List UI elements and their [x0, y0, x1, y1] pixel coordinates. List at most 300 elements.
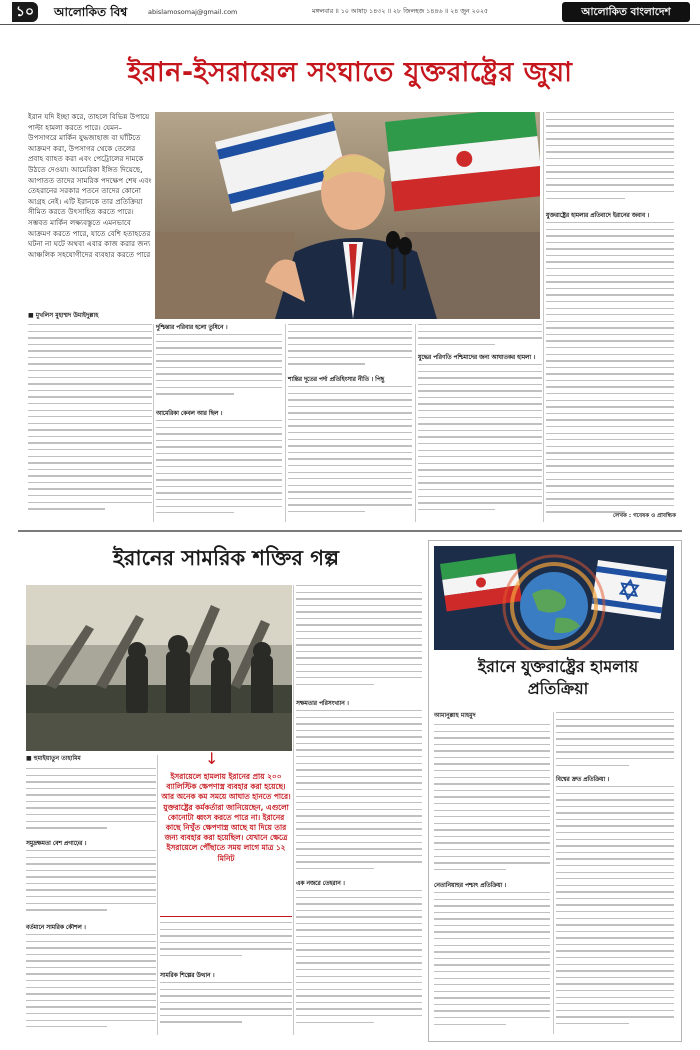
text-line: [546, 198, 625, 199]
text-line: [28, 502, 152, 503]
masthead-text: আলোকিত বাংলাদেশ: [581, 6, 671, 18]
text-line: [556, 997, 674, 998]
text-line: [156, 367, 282, 368]
text-line: [156, 354, 282, 355]
text-line: [296, 890, 422, 891]
article3-rule: [553, 712, 554, 1034]
text-line: [434, 750, 550, 751]
text-line: [28, 462, 152, 463]
text-line: [434, 744, 550, 745]
article1-column-3b: [288, 386, 412, 520]
text-line: [296, 910, 422, 911]
text-line: [556, 725, 674, 726]
article1-subhead-3: শান্তির দূতের পর্দা প্রতিহিংসার নীতি । পিছু: [288, 377, 385, 383]
text-line: [546, 459, 674, 460]
text-line: [28, 383, 152, 384]
text-line: [556, 924, 674, 925]
text-line: [26, 896, 156, 897]
text-line: [28, 410, 152, 411]
text-line: [296, 796, 422, 797]
text-line: [288, 458, 412, 459]
text-line: [556, 745, 674, 746]
text-line: [28, 331, 152, 332]
text-line: [546, 158, 674, 159]
text-line: [546, 380, 674, 381]
text-line: [156, 393, 234, 394]
text-line: [434, 951, 550, 952]
text-line: [288, 363, 365, 364]
text-line: [26, 967, 156, 968]
text-line: [296, 903, 422, 904]
text-line: [546, 125, 674, 126]
article2-subhead-5: এক নজরে তেহরান ।: [296, 881, 345, 887]
text-line: [26, 941, 156, 942]
text-line: [160, 942, 292, 943]
text-line: [556, 852, 674, 853]
text-line: [556, 806, 674, 807]
text-line: [434, 892, 550, 893]
text-line: [296, 936, 422, 937]
article2-rule-1: [157, 755, 158, 1035]
text-line: [546, 132, 674, 133]
text-line: [556, 931, 674, 932]
text-line: [546, 439, 674, 440]
text-line: [288, 504, 412, 505]
text-line: [556, 983, 674, 984]
text-line: [418, 337, 542, 338]
text-line: [156, 334, 282, 335]
text-line: [296, 585, 422, 586]
text-line: [546, 400, 674, 401]
text-line: [556, 738, 674, 739]
text-line: [296, 782, 422, 783]
text-line: [556, 964, 674, 965]
article1-column-1: [28, 324, 152, 520]
text-line: [418, 450, 542, 451]
text-line: [296, 756, 422, 757]
header-divider: [0, 24, 700, 25]
text-line: [26, 1006, 156, 1007]
article1-rule-3: [415, 324, 416, 522]
text-line: [418, 482, 542, 483]
text-line: [160, 995, 292, 996]
text-line: [28, 324, 152, 325]
text-line: [556, 812, 674, 813]
section-title: আলোকিত বিশ্ব: [54, 5, 128, 19]
text-line: [434, 737, 550, 738]
text-line: [26, 954, 156, 955]
text-line: [288, 445, 412, 446]
text-line: [546, 485, 674, 486]
text-line: [556, 793, 674, 794]
article1-subhead-1: দুশ্চিন্তার পরিবার হলো তুষিনে ।: [156, 325, 228, 331]
pull-quote-rule: [160, 916, 292, 917]
text-line: [546, 360, 674, 361]
text-line: [26, 993, 156, 994]
text-line: [296, 861, 422, 862]
text-line: [546, 275, 674, 276]
text-line: [288, 452, 412, 453]
article2-column-3c: [296, 890, 422, 1034]
text-line: [546, 145, 674, 146]
text-line: [28, 363, 152, 364]
text-line: [418, 397, 542, 398]
text-line: [556, 891, 674, 892]
text-line: [156, 459, 282, 460]
text-line: [296, 605, 422, 606]
text-line: [418, 410, 542, 411]
iran-usa-israel-globe-photo: [434, 546, 674, 650]
text-line: [156, 347, 282, 348]
text-line: [418, 509, 495, 510]
text-line: [26, 850, 156, 851]
text-line: [296, 822, 422, 823]
article2-subhead-2: বর্তমানে সামরিক কৌশল ।: [26, 925, 86, 931]
text-line: [546, 261, 674, 262]
text-line: [418, 364, 542, 365]
text-line: [434, 757, 550, 758]
text-line: [546, 268, 674, 269]
text-line: [434, 912, 550, 913]
text-line: [26, 903, 156, 904]
text-line: [434, 905, 550, 906]
text-line: [434, 938, 550, 939]
text-line: [546, 498, 674, 499]
text-line: [26, 814, 156, 815]
trump-iran-israel-photo: [155, 112, 540, 319]
text-line: [556, 719, 674, 720]
text-line: [546, 419, 674, 420]
text-line: [434, 997, 550, 998]
text-line: [296, 749, 422, 750]
military-parade-photo: [26, 585, 292, 751]
text-line: [556, 858, 674, 859]
article1-lede: ইরান যদি ইচ্ছা করে, তাহলে বিভিন্ন উপায়ে পাল্টা হামলা করতে পারে। যেমন– উপসাগরে মার্কিন যুদ্ধজাহাজ বা ঘাঁটিতে আক্রমণ করা, উপসাগর থেকে তেলের প্রবাহ ব্যাহত করা এবং পেট্রোলের দামকে উঠতে দেওয়া। আমেরিকা ইঙ্গিত দিয়েছে, আপাতত তাদের সামরিক পদক্ষেপ শেষ এবং তেহরানের সরকার পতনে তাদের কোনো আগ্রহ নেই। এটি ইরানকে তার প্রতিক্রিয়া সীমিত করতে উৎসাহিত করতে পারে। সম্ভবত মার্কিন লক্ষ্যবস্তুতে এমনভাবে আক্রমণ করতে পারে, যাতে বেশি হতাহতের ঘটনা না ঘটে অথবা এবার কাজ করার জন্য আঞ্চলিক সহযোগীদের ব্যবহার করতে পারে: [28, 112, 152, 259]
text-line: [296, 618, 422, 619]
text-line: [288, 511, 365, 512]
text-line: [434, 971, 550, 972]
text-line: [160, 982, 292, 983]
text-line: [288, 350, 412, 351]
text-line: [546, 191, 674, 192]
article3-subhead-1: বিশ্বের দ্রুত প্রতিক্রিয়া ।: [556, 777, 610, 783]
parade-illustration: [26, 585, 292, 751]
text-line: [556, 918, 674, 919]
text-line: [546, 472, 674, 473]
text-line: [296, 943, 422, 944]
article2-column-1a: [26, 768, 156, 836]
text-line: [26, 781, 156, 782]
text-line: [296, 989, 422, 990]
globe-illustration: [434, 546, 674, 650]
text-line: [26, 883, 156, 884]
text-line: [288, 465, 412, 466]
text-line: [160, 948, 292, 949]
text-line: [434, 958, 550, 959]
article3-column-2a: [556, 712, 674, 772]
text-line: [26, 801, 156, 802]
text-line: [156, 479, 282, 480]
text-line: [296, 923, 422, 924]
text-line: [418, 423, 542, 424]
text-line: [296, 644, 422, 645]
text-line: [296, 956, 422, 957]
text-line: [556, 1003, 674, 1004]
article2-rule-2: [293, 585, 294, 1035]
text-line: [546, 433, 674, 434]
text-line: [156, 360, 282, 361]
text-line: [26, 1020, 156, 1021]
text-line: [546, 393, 674, 394]
article1-column-right-mid: [546, 222, 674, 522]
text-line: [28, 396, 152, 397]
text-line: [556, 786, 674, 787]
text-line: [546, 327, 674, 328]
text-line: [546, 294, 674, 295]
text-line: [156, 380, 282, 381]
text-line: [160, 929, 292, 930]
article1-rule-4: [543, 112, 544, 522]
text-line: [546, 165, 674, 166]
text-line: [418, 324, 542, 325]
text-line: [296, 684, 374, 685]
email-address: abislamosomaj@gmail.com: [148, 8, 238, 16]
text-line: [296, 763, 422, 764]
text-line: [296, 730, 422, 731]
text-line: [546, 119, 674, 120]
article1-column-2b: [156, 420, 282, 520]
text-line: [296, 916, 422, 917]
text-line: [26, 987, 156, 988]
article1-subhead-4: যুদ্ধের পরিণতি পশ্চিমাদের জন্য আঘাতকর হামলা ।: [418, 355, 536, 361]
text-line: [288, 472, 412, 473]
article2-column-1c: [26, 934, 156, 1034]
text-line: [296, 982, 422, 983]
text-line: [546, 255, 674, 256]
article2-column-1b: [26, 850, 156, 920]
text-line: [546, 347, 674, 348]
text-line: [546, 386, 674, 387]
text-line: [546, 354, 674, 355]
text-line: [434, 783, 550, 784]
text-line: [156, 506, 282, 507]
text-line: [296, 842, 422, 843]
text-line: [288, 485, 412, 486]
text-line: [156, 499, 282, 500]
text-line: [160, 922, 292, 923]
text-line: [556, 758, 674, 759]
text-line: [26, 960, 156, 961]
text-line: [418, 403, 542, 404]
text-line: [28, 469, 152, 470]
dateline: মঙ্গলবার ॥ ১০ আষাঢ় ১৪৩২ ॥ ২৮ জিলহজ ১৪৪৬ ॥ ২৪ জুন ২০২৫: [312, 8, 489, 15]
text-line: [434, 823, 550, 824]
text-line: [288, 386, 412, 387]
text-line: [418, 344, 495, 345]
text-line: [434, 777, 550, 778]
text-line: [296, 664, 422, 665]
article1-column-4b: [418, 364, 542, 520]
text-line: [546, 112, 674, 113]
text-line: [418, 384, 542, 385]
article3-headline: ইরানে যুক্তরাষ্ট্রের হামলায় প্রতিক্রিয়া: [477, 657, 639, 698]
text-line: [296, 677, 422, 678]
text-line: [546, 235, 674, 236]
text-line: [546, 479, 674, 480]
text-line: [546, 248, 674, 249]
text-line: [546, 373, 674, 374]
text-line: [296, 809, 422, 810]
iran-flag: [385, 112, 540, 212]
text-line: [26, 821, 156, 822]
text-line: [156, 440, 282, 441]
section-divider: [18, 530, 682, 532]
text-line: [556, 1016, 674, 1017]
text-line: [26, 857, 156, 858]
text-line: [418, 417, 542, 418]
text-line: [556, 1010, 674, 1011]
text-line: [160, 955, 242, 956]
article2-column-2b: [160, 982, 292, 1034]
text-line: [288, 419, 412, 420]
text-line: [26, 870, 156, 871]
article1-rule-1: [153, 324, 154, 522]
text-line: [26, 934, 156, 935]
article1-column-4a: [418, 324, 542, 352]
text-line: [434, 991, 550, 992]
text-line: [28, 442, 152, 443]
text-line: [556, 732, 674, 733]
text-line: [296, 638, 422, 639]
text-line: [556, 825, 674, 826]
text-line: [296, 671, 422, 672]
text-line: [434, 869, 506, 870]
text-line: [156, 486, 282, 487]
text-line: [28, 344, 152, 345]
text-line: [434, 984, 550, 985]
text-line: [28, 482, 152, 483]
text-line: [296, 848, 422, 849]
text-line: [434, 849, 550, 850]
article1-rule-2: [285, 324, 286, 522]
text-line: [288, 324, 412, 325]
text-line: [28, 456, 152, 457]
article1-subhead-5: যুক্তরাষ্ট্রের হামলার প্রতিবাদে ইরানের জবাব ।: [546, 213, 650, 219]
text-line: [434, 1010, 550, 1011]
text-line: [556, 712, 674, 713]
text-line: [296, 949, 422, 950]
text-line: [296, 815, 422, 816]
text-line: [556, 944, 674, 945]
text-line: [156, 387, 282, 388]
text-line: [28, 508, 105, 509]
text-line: [296, 598, 422, 599]
article3-subhead-2: নেতানিয়াহুর পশ্চাৎ প্রতিক্রিয়া ।: [434, 883, 507, 889]
text-line: [546, 340, 674, 341]
text-line: [556, 839, 674, 840]
text-line: [288, 393, 412, 394]
text-line: [26, 863, 156, 864]
page-number-text: ১০: [15, 4, 35, 20]
article1-byline: ■ মুখলিস মুহাম্মদ উমাইদুল্লাহ: [28, 312, 99, 319]
text-line: [26, 807, 156, 808]
text-line: [296, 969, 422, 970]
text-line: [296, 736, 422, 737]
text-line: [288, 491, 412, 492]
text-line: [28, 495, 152, 496]
text-line: [28, 337, 152, 338]
text-line: [26, 1026, 107, 1027]
text-line: [160, 1021, 242, 1022]
text-line: [546, 242, 674, 243]
text-line: [546, 281, 674, 282]
text-line: [288, 425, 412, 426]
pull-quote: ইসরায়েলে হামলায় ইরানের প্রায় ২০০ ব্যালিস্টিক ক্ষেপণাস্ত্র ব্যবহার করা হয়েছে। আর অনেক কম সময়ে আঘাত হানতে পারে। যুক্তরাষ্ট্রের কর্মকর্তারা জানিয়েছেন, এগুলো কোনোটা ধ্বংস করতে পারে না। ইরানের কাছে নিখুঁত ক্ষেপণাস্ত্র আছে যা দিয়ে তার জন্য ব্যবহার করা হয়েছিল। যেখানে ক্ষেত্রে ইসরায়েলে পৌঁছাতে সময় লাগে মাত্র ১২ মিনিট: [161, 772, 291, 863]
text-line: [546, 413, 674, 414]
text-line: [434, 925, 550, 926]
text-line: [296, 776, 422, 777]
text-line: [288, 331, 412, 332]
text-line: [26, 827, 107, 828]
text-line: [418, 377, 542, 378]
text-line: [546, 452, 674, 453]
text-line: [434, 1004, 550, 1005]
article1-writer-note: লেখক : গবেষক ও প্রাবন্ধিক: [612, 513, 676, 519]
text-line: [296, 1008, 422, 1009]
text-line: [546, 321, 674, 322]
text-line: [434, 796, 550, 797]
article1-column-right-top: [546, 112, 674, 208]
text-line: [546, 171, 674, 172]
text-line: [556, 937, 674, 938]
article1-column-3a: [288, 324, 412, 372]
text-line: [160, 1008, 292, 1009]
text-line: [156, 433, 282, 434]
text-line: [418, 502, 542, 503]
text-line: [556, 832, 674, 833]
text-line: [296, 802, 422, 803]
text-line: [434, 862, 550, 863]
text-line: [26, 973, 156, 974]
text-line: [556, 751, 674, 752]
text-line: [26, 909, 107, 910]
text-line: [160, 1002, 292, 1003]
text-line: [418, 371, 542, 372]
text-line: [296, 710, 422, 711]
text-line: [26, 1000, 156, 1001]
text-line: [28, 423, 152, 424]
text-line: [26, 876, 156, 877]
text-line: [546, 138, 674, 139]
text-line: [160, 935, 292, 936]
text-line: [546, 301, 674, 302]
text-line: [418, 476, 542, 477]
text-line: [556, 885, 674, 886]
article2-column-3b: [296, 710, 422, 876]
text-line: [418, 331, 542, 332]
text-line: [296, 976, 422, 977]
text-line: [418, 443, 542, 444]
text-line: [556, 819, 674, 820]
text-line: [288, 357, 412, 358]
text-line: [546, 334, 674, 335]
article1-subhead-2: আমেরিকা কেবল আর ছিল ।: [156, 411, 223, 417]
text-line: [26, 768, 156, 769]
text-line: [434, 978, 550, 979]
text-line: [434, 836, 550, 837]
text-line: [546, 426, 674, 427]
text-line: [418, 463, 542, 464]
